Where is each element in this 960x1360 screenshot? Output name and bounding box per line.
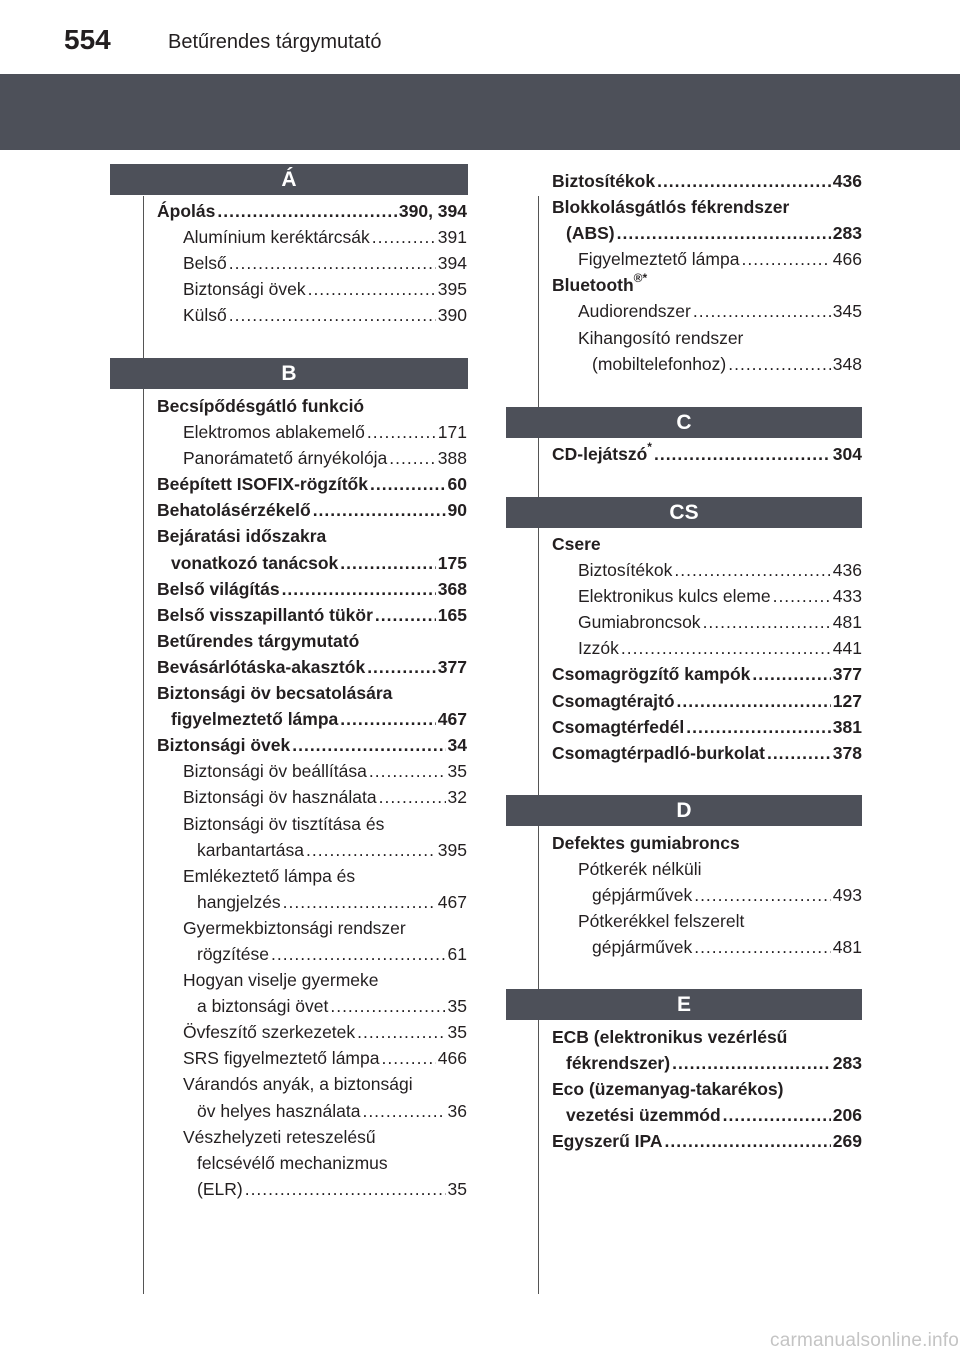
index-entry[interactable]: Biztonsági övek ..... 395: [157, 276, 467, 302]
section-header-e: E: [506, 989, 862, 1020]
index-entry: Csere: [552, 534, 601, 554]
index-entry: felcsévélő mechanizmus: [197, 1152, 388, 1173]
index-entry: Blokkolásgátlós fékrendszer: [552, 197, 790, 218]
index-entry[interactable]: Biztosítékok ..... 436: [552, 557, 862, 583]
index-entry: Pótkerék nélküli: [578, 859, 702, 880]
index-entry[interactable]: Belső világítás ..... 368: [157, 576, 467, 602]
index-entry[interactable]: öv helyes használata ..... 36: [157, 1098, 467, 1124]
index-list-b: [157, 393, 467, 1202]
index-list-b-continued: [552, 168, 862, 377]
index-entry: Emlékeztető lámpa és: [183, 865, 356, 886]
index-entry[interactable]: Csomagtérfedél ..... 381: [552, 714, 862, 740]
index-list-c: [552, 441, 862, 467]
index-entry[interactable]: CD-lejátszó* ..... 304: [552, 441, 862, 467]
index-entry: Biztonsági öv tisztítása és: [183, 813, 385, 834]
index-entry: Defektes gumiabroncs: [552, 833, 740, 853]
index-entry: Bejáratási időszakra: [157, 526, 327, 547]
index-entry[interactable]: gépjárművek ..... 493: [552, 882, 862, 908]
index-entry: Várandós anyák, a biztonsági: [183, 1074, 413, 1095]
page-header: [0, 0, 960, 70]
index-entry[interactable]: SRS figyelmeztető lámpa ..... 466: [157, 1045, 467, 1071]
index-entry: Becsípődésgátló funkció: [157, 396, 365, 416]
index-entry[interactable]: Biztosítékok ..... 436: [552, 168, 862, 194]
section-header-cs: CS: [506, 497, 862, 528]
index-entry[interactable]: rögzítése ..... 61: [157, 941, 467, 967]
index-entry[interactable]: vezetési üzemmód ..... 206: [552, 1102, 862, 1128]
index-entry[interactable]: fékrendszer) ..... 283: [552, 1050, 862, 1076]
index-entry: Gyermekbiztonsági rendszer: [183, 917, 406, 938]
index-entry: Hogyan viselje gyermeke: [183, 970, 379, 991]
section-header-b: B: [110, 358, 468, 389]
index-entry[interactable]: Övfeszítő szerkezetek ..... 35: [157, 1019, 467, 1045]
index-list-cs: [552, 531, 862, 766]
index-entry: ECB (elektronikus vezérlésű: [552, 1027, 788, 1047]
index-list-d: [552, 830, 862, 960]
index-entry[interactable]: Behatolásérzékelő ..... 90: [157, 497, 467, 523]
index-entry[interactable]: Belső visszapillantó tükör ..... 165: [157, 602, 467, 628]
index-entry[interactable]: Elektromos ablakemelő ..... 171: [157, 419, 467, 445]
index-entry[interactable]: hangjelzés ..... 467: [157, 889, 467, 915]
index-entry[interactable]: Belső ..... 394: [157, 250, 467, 276]
index-entry[interactable]: Audiorendszer ..... 345: [552, 298, 862, 324]
index-entry[interactable]: Gumiabroncsok ..... 481: [552, 609, 862, 635]
index-entry[interactable]: (ABS) ..... 283: [552, 220, 862, 246]
index-entry[interactable]: Biztonsági övek ..... 34: [157, 732, 467, 758]
page-title: Betűrendes tárgymutató: [168, 31, 382, 53]
index-entry[interactable]: Külső ..... 390: [157, 302, 467, 328]
right-column-rule: [538, 196, 539, 1294]
index-entry[interactable]: Csomagrögzítő kampók ..... 377: [552, 661, 862, 687]
index-entry[interactable]: Egyszerű IPA ..... 269: [552, 1128, 862, 1154]
page-number: 554: [64, 24, 111, 55]
section-header-a-acute: Á: [110, 164, 468, 195]
index-entry[interactable]: vonatkozó tanácsok ..... 175: [157, 550, 467, 576]
index-list-a-acute: [157, 198, 467, 328]
index-entry[interactable]: Ápolás ..... 390, 394: [157, 198, 467, 224]
section-header-d: D: [506, 795, 862, 826]
index-entry: Kihangosító rendszer: [578, 327, 744, 348]
index-entry[interactable]: (mobiltelefonhoz) ..... 348: [552, 351, 862, 377]
index-entry[interactable]: Alumínium keréktárcsák ..... 391: [157, 224, 467, 250]
index-entry[interactable]: Figyelmeztető lámpa ..... 466: [552, 246, 862, 272]
index-entry[interactable]: figyelmeztető lámpa ..... 467: [157, 706, 467, 732]
index-entry: Eco (üzemanyag-takarékos): [552, 1079, 784, 1100]
index-entry[interactable]: karbantartása ..... 395: [157, 837, 467, 863]
index-entry[interactable]: Bevásárlótáska-akasztók ..... 377: [157, 654, 467, 680]
index-entry[interactable]: Beépített ISOFIX-rögzítők ..... 60: [157, 471, 467, 497]
index-entry[interactable]: gépjárművek ..... 481: [552, 934, 862, 960]
index-entry[interactable]: (ELR) ..... 35: [157, 1176, 467, 1202]
index-entry[interactable]: Csomagtérpadló-burkolat ..... 378: [552, 740, 862, 766]
index-entry[interactable]: Biztonsági öv beállítása ..... 35: [157, 758, 467, 784]
index-entry[interactable]: Csomagtérajtó ..... 127: [552, 688, 862, 714]
header-band: [0, 74, 960, 150]
index-entry: Vészhelyzeti reteszelésű: [183, 1126, 376, 1147]
index-entry: Biztonsági öv becsatolására: [157, 683, 393, 704]
index-entry: Pótkerékkel felszerelt: [578, 911, 745, 932]
index-entry: Betűrendes tárgymutató: [157, 630, 360, 651]
index-entry[interactable]: Panorámatető árnyékolója ..... 388: [157, 445, 467, 471]
index-entry: Bluetooth®*: [552, 271, 648, 296]
index-entry[interactable]: Biztonsági öv használata ..... 32: [157, 784, 467, 810]
index-entry[interactable]: Elektronikus kulcs eleme ..... 433: [552, 583, 862, 609]
watermark: carmanualsonline.info: [770, 1330, 960, 1351]
section-header-c: C: [506, 407, 862, 438]
index-entry[interactable]: a biztonsági övet ..... 35: [157, 993, 467, 1019]
index-entry[interactable]: Izzók ..... 441: [552, 635, 862, 661]
index-list-e: [552, 1024, 862, 1154]
